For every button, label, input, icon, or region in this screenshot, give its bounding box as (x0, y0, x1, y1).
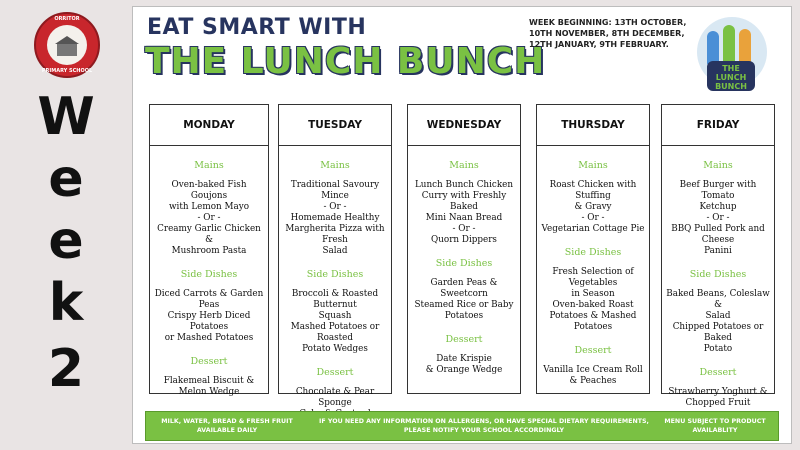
sides-text: Garden Peas & Sweetcorn Steamed Rice or Baby Potatoes (414, 278, 514, 321)
week-letter: e (48, 211, 84, 271)
day-heading: MONDAY (150, 105, 268, 146)
mains-label: Mains (194, 160, 224, 171)
week-number: 2 (47, 339, 85, 399)
day-heading: THURSDAY (537, 105, 649, 146)
dessert-label: Dessert (445, 334, 483, 345)
day-menu (408, 146, 520, 376)
mains-text: Lunch Bunch Chicken Curry with Freshly Baked Mini Naan Bread - Or - Quorn Dippers (414, 180, 514, 245)
week-letter: e (48, 149, 84, 209)
mains-text: Roast Chicken with Stuffing & Gravy - Or - Vegetarian Cottage Pie (541, 180, 645, 234)
mains-text: Traditional Savoury Mince - Or - Homemade Healthy Margherita Pizza with Fresh Salad (285, 180, 385, 256)
week-number-title (36, 86, 96, 400)
dessert-label: Dessert (316, 367, 354, 378)
sides-label: Side Dishes (435, 258, 493, 269)
crest-roof-shape (55, 36, 79, 44)
mains-text: Beef Burger with Tomato Ketchup - Or - BBQ Pulled Pork and Cheese Panini (671, 180, 765, 256)
day-heading: FRIDAY (662, 105, 774, 146)
school-crest-logo (34, 12, 100, 78)
day-card-tuesday (278, 104, 392, 408)
week-letter: k (48, 273, 84, 333)
sides-text: Baked Beans, Coleslaw & Salad Chipped Potatoes or Baked Potato (666, 289, 770, 354)
brand-tagline: EAT SMART WITH (147, 15, 367, 40)
mains-label: Mains (703, 160, 733, 171)
week-letter: W (37, 87, 95, 147)
sides-text: Broccoli & Roasted Butternut Squash Mashed Potatoes or Roasted Potato Wedges (290, 289, 380, 354)
logo-badge (707, 61, 755, 91)
dessert-label: Dessert (574, 345, 612, 356)
day-menu (279, 146, 391, 420)
logo-text: THE (722, 64, 740, 73)
sides-label: Side Dishes (564, 247, 622, 258)
sides-text: Diced Carrots & Garden Peas Crispy Herb Diced Potatoes or Mashed Potatoes (154, 289, 264, 343)
logo-figure (739, 29, 751, 65)
menu-sheet (132, 6, 792, 444)
dessert-text: Chocolate & Pear Sponge (295, 387, 375, 408)
dessert-label: Dessert (699, 367, 737, 378)
mains-label: Mains (449, 160, 479, 171)
sides-label: Side Dishes (306, 269, 364, 280)
day-card-wednesday (407, 104, 521, 394)
mains-text: Oven-baked Fish Goujons with Lemon Mayo - Or - Creamy Garlic Chicken & Mushroom Pasta (157, 180, 261, 256)
day-menu (662, 146, 774, 409)
day-heading: TUESDAY (279, 105, 391, 146)
left-strip (0, 0, 128, 450)
logo-text: BUNCH (715, 82, 747, 91)
day-card-monday (149, 104, 269, 397)
footer-availability-note: MENU SUBJECT TO PRODUCT AVAILABLITY (664, 418, 766, 434)
footer-banner (145, 411, 779, 441)
footer-daily-note: MILK, WATER, BREAD & FRESH FRUIT AVAILABLE DAILY (161, 418, 293, 434)
crest-building-shape (57, 44, 77, 56)
day-menu (150, 146, 268, 398)
mains-label: Mains (578, 160, 608, 171)
day-card-friday (661, 104, 775, 408)
logo-text: LUNCH (715, 73, 747, 82)
dessert-text: Vanilla Ice Cream Roll & Peaches (543, 365, 643, 386)
crest-bottom-text: PRIMARY SCHOOL (41, 68, 93, 74)
day-card-thursday (536, 104, 650, 394)
day-menu (537, 146, 649, 387)
brand-title: THE LUNCH BUNCH (145, 41, 546, 82)
dessert-label: Dessert (190, 356, 228, 367)
mains-label: Mains (320, 160, 350, 171)
day-heading: WEDNESDAY (408, 105, 520, 146)
dessert-text: Strawberry Yoghurt & Chopped Fruit (668, 387, 768, 408)
sides-label: Side Dishes (180, 269, 238, 280)
dessert-text: Flakemeal Biscuit & Melon Wedge (163, 376, 255, 397)
sides-label: Side Dishes (689, 269, 747, 280)
sides-text: Fresh Selection of Vegetables in Season Oven-baked Roast Potatoes & Mashed Potatoes (549, 267, 637, 332)
footer-allergen-note: IF YOU NEED ANY INFORMATION ON ALLERGENS, OR HAVE SPECIAL DIETARY REQUIREMENTS, PLEASE NOTIFY YOUR SCHOOL ACCORDINGLY (319, 418, 649, 434)
logo-figure (723, 25, 735, 65)
dessert-text: Date Krispie & Orange Wedge (425, 354, 503, 375)
logo-figure (707, 31, 719, 65)
week-beginning-dates: WEEK BEGINNING: 13TH OCTOBER, 10TH NOVEMBER, 8TH DECEMBER, 12TH JANUARY, 9TH FEBRUARY. (529, 18, 687, 49)
crest-top-text: ORRITOR (54, 16, 80, 22)
lunch-bunch-logo (693, 13, 773, 93)
